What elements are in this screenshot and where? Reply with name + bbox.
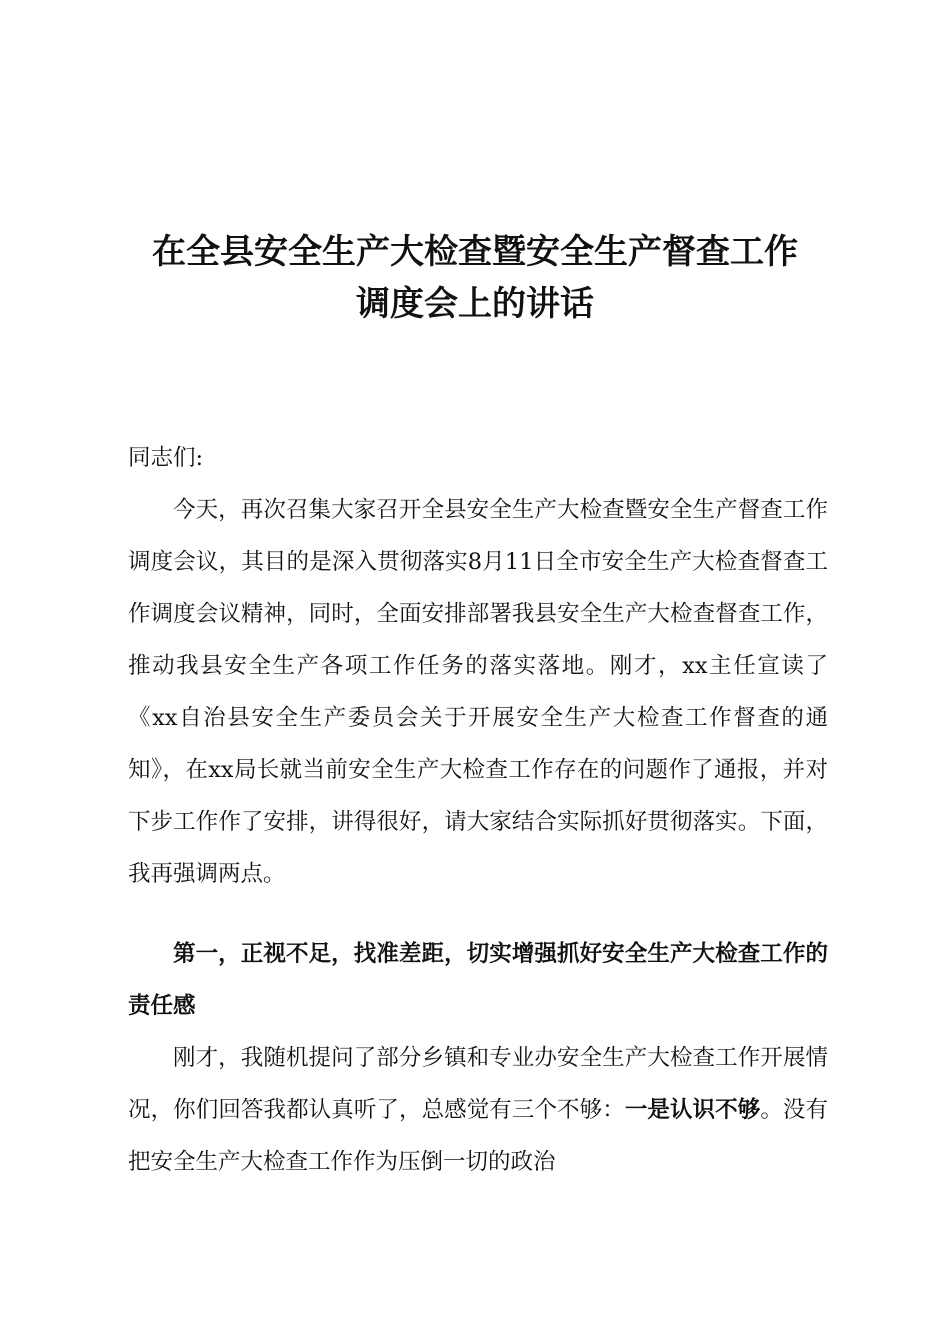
paragraph-section-1-text: 刚才，我随机提问了部分乡镇和专业办安全生产大检查工作开展情况，你们回答我都认真听了，总感觉有三个不够： xyxy=(128,1045,828,1123)
section-heading-1: 第一，正视不足，找准差距，切实增强抓好安全生产大检查工作的责任感 xyxy=(128,941,828,1019)
salutation: 同志们: xyxy=(128,445,204,471)
paragraph-section-1 xyxy=(128,1032,828,1188)
document-title-line2: 调度会上的讲话 xyxy=(356,284,594,324)
paragraph-intro: 今天，再次召集大家召开全县安全生产大检查暨安全生产督查工作调度会议，其目的是深入贯彻落实8月11日全市安全生产大检查督查工作调度会议精神，同时，全面安排部署我县安全生产大检查督查工作，推动我县安全生产各项工作任务的落实落地。刚才，xx主任宣读了《xx自治县安全生产委员会关于开展安全生产大检查工作督查的通知》，在xx局长就当前安全生产大检查工作存在的问题作了通报，并对下步工作作了安排，讲得很好，请大家结合实际抓好贯彻落实。下面，我再强调两点。 xyxy=(128,497,828,887)
document-title-line1: 在全县安全生产大检查暨安全生产督查工作 xyxy=(152,232,798,272)
paragraph-section-1-text-cont: 。没有把安全生产大检查工作作为压倒一切的政治 xyxy=(128,1097,828,1175)
paragraph-section-1-bold: 一是认识不够 xyxy=(624,1097,761,1123)
